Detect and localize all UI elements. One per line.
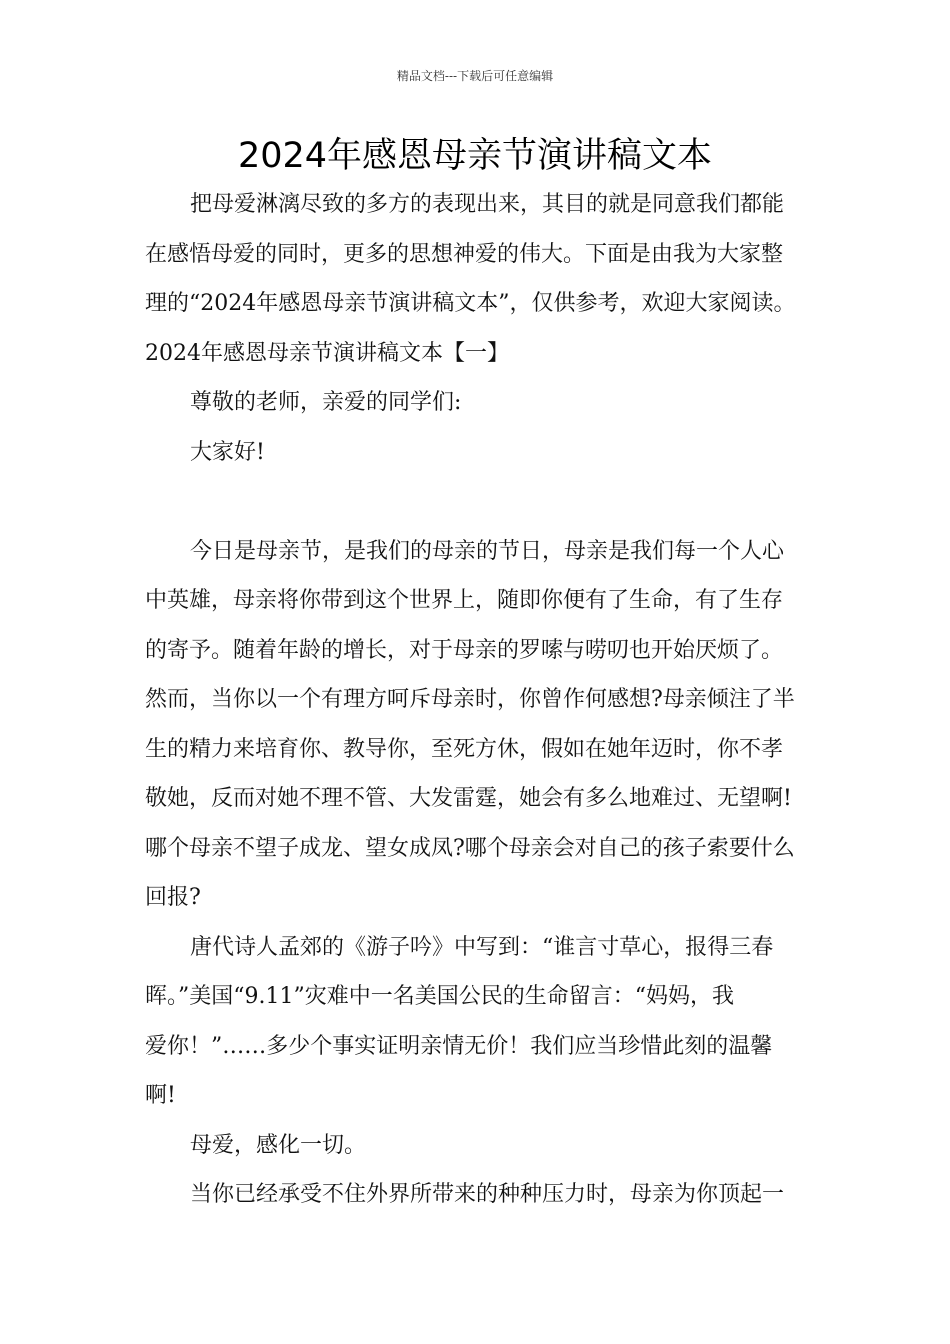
paragraph-line: 生的精力来培育你、教导你，至死方休，假如在她年迈时，你不孝 bbox=[145, 736, 784, 762]
document-body bbox=[145, 180, 809, 1220]
section-heading: 2024年感恩母亲节演讲稿文本【一】 bbox=[145, 340, 509, 366]
paragraph-line: 的寄予。随着年龄的增长，对于母亲的罗嗦与唠叨也开始厌烦了。 bbox=[145, 637, 784, 663]
header-note: 精品文档---下载后可任意编辑 bbox=[396, 69, 554, 83]
paragraph-line: 在感悟母爱的同时，更多的思想神爱的伟大。下面是由我为大家整 bbox=[145, 241, 784, 267]
paragraph-line: 爱你！”……多少个事实证明亲情无价！我们应当珍惜此刻的温馨 bbox=[145, 1033, 773, 1059]
paragraph-line: 理的“2024年感恩母亲节演讲稿文本”，仅供参考，欢迎大家阅读。 bbox=[145, 291, 796, 316]
paragraph-line: 晖。”美国“9.11”灾难中一名美国公民的生命留言：“妈妈，我 bbox=[145, 984, 734, 1009]
paragraph-line: 把母爱淋漓尽致的多方的表现出来，其目的就是同意我们都能 bbox=[190, 192, 785, 217]
document-title: 2024年感恩母亲节演讲稿文本 bbox=[237, 136, 713, 176]
paragraph-line: 唐代诗人孟郊的《游子吟》中写到：“谁言寸草心，报得三春 bbox=[190, 934, 774, 960]
paragraph-line: 敬她，反而对她不理不管、大发雷霆，她会有多么地难过、无望啊! bbox=[145, 786, 792, 811]
paragraph-line: 中英雄，母亲将你带到这个世界上，随即你便有了生命，有了生存 bbox=[145, 588, 784, 613]
greeting: 大家好! bbox=[190, 439, 265, 465]
paragraph-line: 回报? bbox=[145, 885, 201, 910]
paragraph-line: 然而，当你以一个有理方呵斥母亲时，你曾作何感想?母亲倾注了半 bbox=[145, 687, 795, 712]
paragraph-line: 哪个母亲不望子成龙、望女成凤?哪个母亲会对自己的孩子索要什么 bbox=[145, 835, 795, 861]
paragraph-line: 当你已经承受不住外界所带来的种种压力时，母亲为你顶起一 bbox=[190, 1182, 785, 1207]
blank-line bbox=[145, 477, 809, 527]
paragraph-line: 今日是母亲节，是我们的母亲的节日，母亲是我们每一个人心 bbox=[190, 538, 785, 564]
paragraph-line: 母爱，感化一切。 bbox=[190, 1132, 367, 1158]
salutation: 尊敬的老师，亲爱的同学们: bbox=[190, 390, 462, 415]
paragraph-line: 啊! bbox=[145, 1083, 176, 1108]
